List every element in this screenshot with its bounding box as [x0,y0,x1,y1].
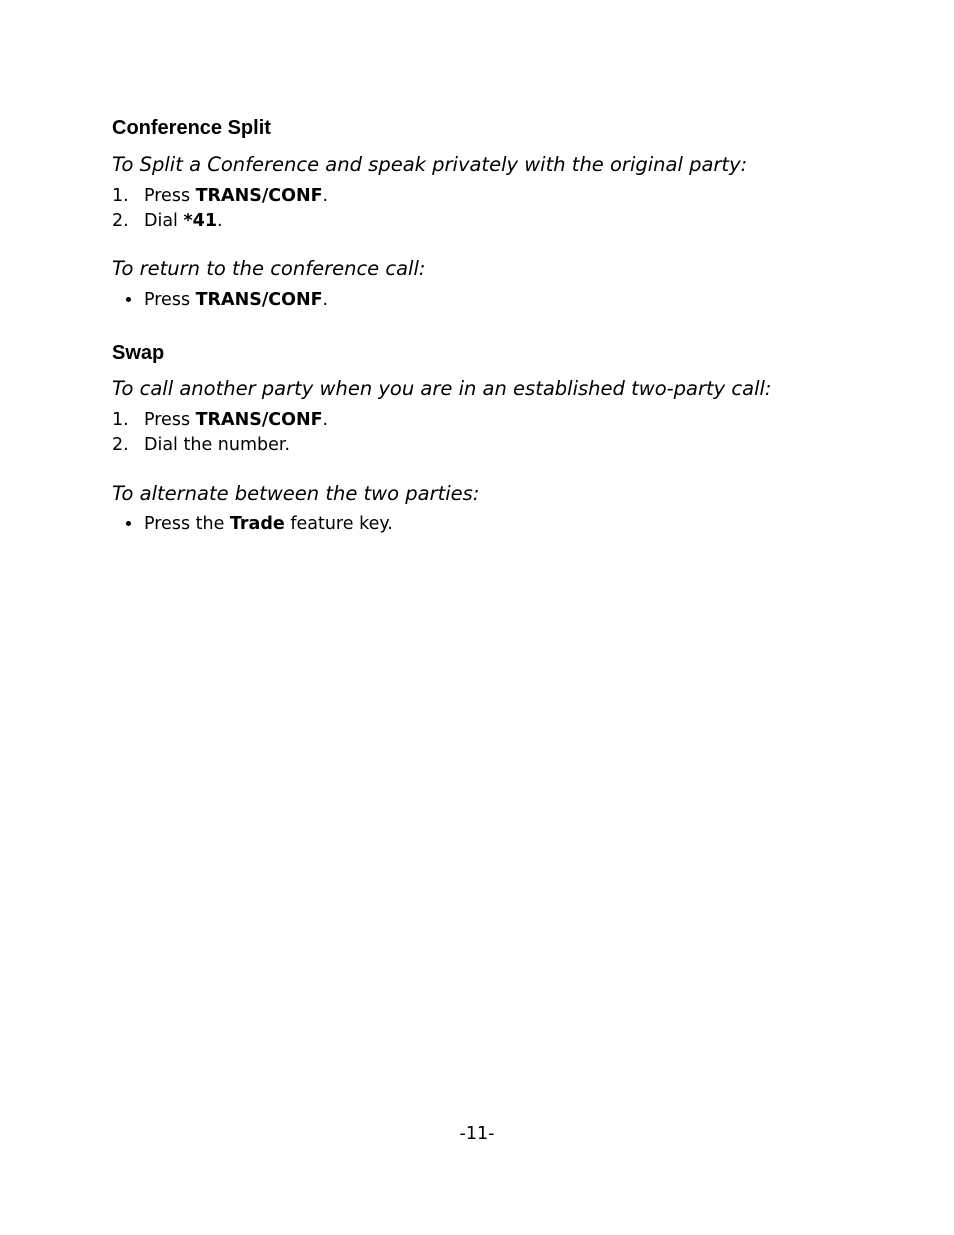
call-steps-block [112,408,872,457]
key-name: TRANS/CONF [195,186,323,206]
page-number: -11- [459,1124,495,1144]
swap-heading-block [112,341,872,365]
call-step-2 [112,433,872,458]
split-step-1 [112,184,872,209]
return-step-1 [112,288,872,313]
split-step-2 [112,209,872,234]
split-steps-list [112,184,872,233]
step-text: Press the Trade feature key. [144,514,393,534]
split-steps-block [112,184,872,233]
alternate-intro-block [112,481,872,507]
key-name: TRANS/CONF [195,290,323,310]
alternate-intro: To alternate between the two parties: [112,482,480,505]
return-steps-block [112,288,872,313]
step-text: Press TRANS/CONF. [144,186,329,206]
call-step-1 [112,408,872,433]
key-name: TRANS/CONF [195,410,323,430]
return-intro-block [112,256,872,282]
bullet-icon [112,512,144,537]
feature-key-name: Trade [229,514,285,534]
conference-split-heading: Conference Split [112,117,271,139]
alternate-step-1 [112,512,872,537]
split-intro: To Split a Conference and speak privately with the original party: [112,153,748,176]
step-text: Press TRANS/CONF. [144,290,329,310]
return-steps-list [112,288,872,313]
conference-split-heading-block [112,116,872,140]
swap-heading: Swap [112,342,165,364]
call-intro-block [112,376,872,402]
step-number: 1. [112,410,129,430]
call-intro: To call another party when you are in an established two-party call: [112,377,772,400]
step-number: 2. [112,434,129,455]
step-number: 2. [112,210,129,231]
step-text: Dial the number. [144,434,291,455]
split-intro-block [112,152,872,178]
step-text: Dial *41. [144,210,223,231]
call-steps-list [112,408,872,457]
step-number: 1. [112,186,129,206]
alternate-steps-block [112,512,872,537]
dial-code: *41 [183,210,218,231]
alternate-steps-list [112,512,872,537]
step-text: Press TRANS/CONF. [144,410,329,430]
bullet-icon [112,288,144,313]
return-intro: To return to the conference call: [112,257,426,280]
